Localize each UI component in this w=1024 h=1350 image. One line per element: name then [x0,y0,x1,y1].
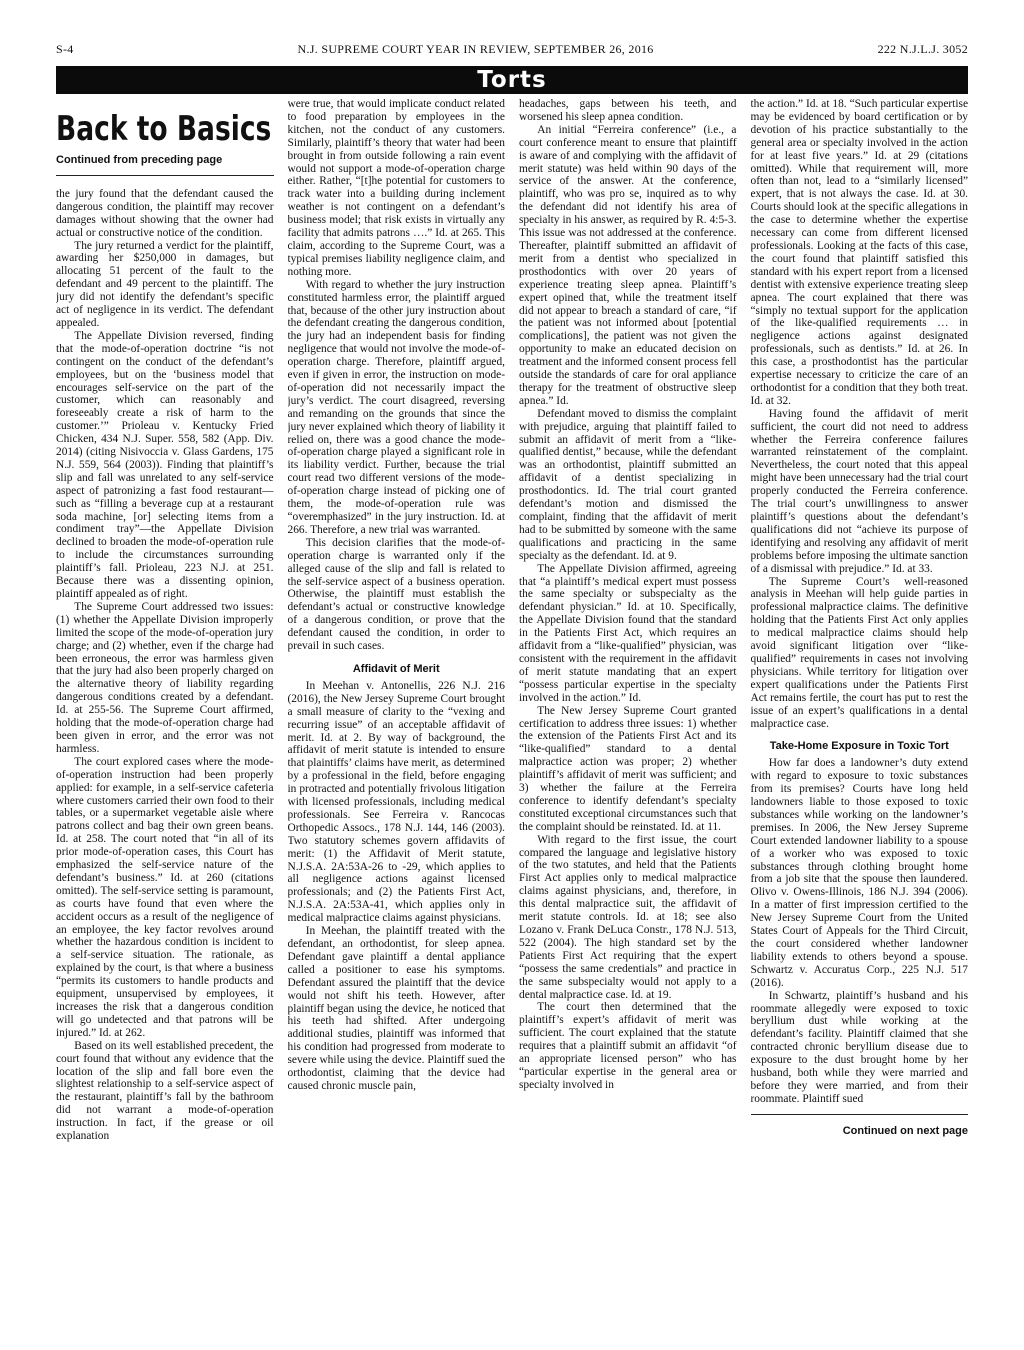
paragraph: In Meehan, the plaintiff treated with the defendant, an orthodontist, for sleep apnea. Defendant gave plaintiff a dental appliance called a positioner to ease his symptoms. Defendant assured the plaintiff that the device would not shift his teeth. However, after plaintiff began using the device, he noticed that his teeth had shifted. After undergoing additional studies, plaintiff was informed that his condition had progressed from moderate to severe while using the device. Plaintiff sued the orthodontist, claiming that the device had caused chronic muscle pain, [287,925,505,1092]
page-header [56,40,968,58]
page-number: S-4 [56,41,74,56]
paragraph: The Appellate Division reversed, finding that the mode-of-operation doctrine “is not contingent on the conduct of the defendant’s employees, but on the ‘business model that encourages self-service on the part of the customer, which can reasonably and foreseeably create a risk of harm to the customer.’” Prioleau v. Kentucky Fried Chicken, 434 N.J. Super. 558, 582 (App. Div. 2014) (citing Nisivoccia v. Glass Gardens, 175 N.J. 559, 564 (2003)). Finding that plaintiff’s slip and fall was unrelated to any self-service aspect of patronizing a fast food restaurant—such as “filling a beverage cup at a restaurant soda machine, [or] selecting items from a condiment tray”—the Appellate Division declined to broaden the mode-of-operation rule to include the circumstances surrounding plaintiff’s fall. Prioleau, 223 N.J. at 251. Because there was a dissenting opinion, plaintiff appealed as of right. [56,329,274,600]
column-4 [751,98,969,1328]
paragraph: An initial “Ferreira conference” (i.e., a court conference meant to ensure that plaintiff is aware of and complying with the affidavit of merit statute) was held within 90 days of the service of the answer. At the conference, plaintiff, who was pro se, inquired as to why the defendant did not identify his area of specialty in his answer, as required by R. 4:5-3. This issue was not addressed at the conference. Thereafter, plaintiff submitted an affidavit of merit from a dentist who specialized in prosthodontics with over 20 years of experience treating sleep apnea. Plaintiff’s expert opined that, while the treatment itself did not appear to breach a standard of care, “if the patient was not informed about [potential complications], the patient was not given the opportunity to make an educated decision on treatment and the informed consent process fell outside the standards of care for oral appliance therapy for the treatment of obstructive sleep apnea.” Id. [519,123,737,407]
paragraph: Based on its well established precedent, the court found that without any evidence that the location of the slip and fall bore even the slightest relationship to a self-service aspect of the restaurant, plaintiff’s fall by the bathroom did not warrant a mode-of-operation instruction. In fact, if the grease or oil explanation [56,1039,274,1143]
section-banner [56,66,968,94]
paragraph: In Schwartz, plaintiff’s husband and his roommate allegedly were exposed to toxic beryllium dust while working at the defendant’s facility. Plaintiff claimed that she contracted chronic beryllium disease due to exposure to the dust brought home by her husband, both while they were married and before they were married, and from their roommate. Plaintiff sued [750,989,968,1105]
column-2-body [288,98,506,1093]
paragraph: The court explored cases where the mode-of-operation instruction had been properly applied: for example, in a self-service cafeteria where customers carried their own food to their tables, or a supermarket vegetable aisle where patrons collect and bag their own green beans. Id. at 258. The court noted that “in all of its prior mode-of-operation cases, this Court has emphasized the self-service nature of the defendant’s business.” Id. at 260 (citations omitted). The self-service setting is paramount, as courts have found that even where the accident occurs as a result of the negligence of an employee, the key factor revolves around whether the hazardous condition is incident to a self-service situation. The rationale, as explained by the court, is that where a business “permits its customers to handle products and equipment, unsupervised by employees, it increases the risk that a dangerous condition will go undetected and that patrons will be injured.” Id. at 262. [56,755,274,1039]
paragraph: The New Jersey Supreme Court granted certification to address three issues: 1) whether the extension of the Patients First Act and its “like-qualified” standard to a dental malpractice action was proper; 2) whether plaintiff’s affidavit of merit was sufficient; and 3) whether the failure at the Ferreira conference to identify defendant’s specialty constituted exceptional circumstances such that the complaint should be reinstated. Id. at 11. [519,704,737,833]
paragraph: headaches, gaps between his teeth, and worsened his sleep apnea condition. [519,98,737,123]
section-title: Torts [477,67,547,93]
paragraph: The Appellate Division affirmed, agreeing that “a plaintiff’s medical expert must possess the same specialty or subspecialty as the defendant physician.” Id. at 10. Specifically, the Appellate Division found that the standard in the Patients First Act, which requires an affidavit from a “like-qualified” physician, was consistent with the requirement in the affidavit of merit statute mandating that an expert “possess particular expertise in the specialty involved in the action.” Id. [519,562,737,704]
column-1 [56,98,274,1328]
subhead: Affidavit of Merit [352,662,440,675]
paragraph: the jury found that the defendant caused the dangerous condition, the plaintiff may recover damages without showing that the owner had actual or constructive notice of the condition. [56,187,274,239]
article-columns [56,98,968,1328]
column-3-body [519,98,737,1092]
column-4-body [751,98,969,1106]
paragraph: were true, that would implicate conduct related to food preparation by employees in the kitchen, not the conduct of any customers. Similarly, plaintiff’s theory that water had been brought in from outside following a rain event would not support a mode-of-operation charge either. Rather, “[t]he potential for customers to track water into a building during inclement weather is not contingent on a defendant’s business model; that risk exists in virtually any facility that admits patrons ….” Id. at 265. This claim, according to the Supreme Court, was a typical premises liability negligence claim, and nothing more. [287,98,505,278]
paragraph: This decision clarifies that the mode-of-operation charge is warranted only if the alleged cause of the slip and fall is related to the self-service aspect of a business operation. Otherwise, the plaintiff must establish the defendant’s actual or constructive knowledge of a dangerous condition, or prove that the defendant caused the condition, in order to prevail in such cases. [287,536,505,653]
continued-next-note: Continued on next page [751,1114,969,1138]
column-2 [288,98,506,1328]
article-headline: Back to Basics [56,109,272,149]
column-1-body [56,188,274,1143]
journal-citation: 222 N.J.L.J. 3052 [877,41,968,56]
paragraph: The jury returned a verdict for the plaintiff, awarding her $250,000 in damages, but allocating 51 percent of the fault to the defendant and 49 percent to the plaintiff. The jury did not identify the defendant’s specific act of negligence in its verdict. The defendant appealed. [56,239,274,329]
paragraph: With regard to the first issue, the court compared the language and legislative history of the two statutes, and held that the Patients First Act applies only to medical malpractice claims against physicians, and, therefore, in this dental malpractice suit, the affidavit of merit statute controls. Id. at 18; see also Lozano v. Frank DeLuca Constr., 178 N.J. 513, 522 (2004). The high standard set by the Patients First Act requiring that the expert “possess the same credentials” and practice in the same subspecialty would not apply to a dental malpractice case. Id. at 19. [519,833,737,1001]
paragraph: The court then determined that the plaintiff’s expert’s affidavit of merit was sufficient. The court explained that the statute requires that a plaintiff submit an affidavit “of an appropriate licensed person” who has “particular expertise in the general area or specialty involved in [519,1001,737,1091]
subhead: Take-Home Exposure in Toxic Tort [769,740,949,753]
paragraph: How far does a landowner’s duty extend with regard to exposure to toxic substances from its premises? Courts have long held landowners liable to those exposed to toxic substances while working on the landowner’s premises. In 2006, the New Jersey Supreme Court extended landowner liability to a spouse of a worker who was exposed to toxic substances through clothing brought home from a job site that the spouse then laundered. Olivo v. Owens-Illinois, 186 N.J. 394 (2006). In a matter of first impression certified to the New Jersey Supreme Court from the United States Court of Appeals for the Third Circuit, the court considered whether landowner liability extends to others beyond a spouse. Schwartz v. Accuratus Corp., 225 N.J. 517 (2016). [750,757,968,989]
paragraph: Having found the affidavit of merit sufficient, the court did not need to address whether the Ferreira conference failures warranted reinstatement of the complaint. Nevertheless, the court noted that this appeal might have been unnecessary had the trial court properly conducted the Ferreira conference. The trial court’s unwillingness to answer plaintiff’s questions about the defendant’s qualifications did not “achieve its purpose of identifying and resolving any affidavit of merit problems before imposing the ultimate sanction of a dismissal with prejudice.” Id. at 33. [750,407,968,575]
paragraph: The Supreme Court addressed two issues: (1) whether the Appellate Division improperly limited the scope of the mode-of-operation jury charge; and (2) whether, even if the charge had been erroneous, the error was harmless given that the jury had also been properly charged on the alternative theory of liability regarding dangerous conditions created by a defendant. Id. at 255-56. The Supreme Court affirmed, holding that the mode-of-operation charge had been given in error, and the error was not harmless. [56,600,274,755]
continued-from-note: Continued from preceding page [56,154,274,176]
paragraph: With regard to whether the jury instruction constituted harmless error, the plaintiff argued that, because of the other jury instruction about the defendant creating the dangerous condition, the jury had an independent basis for finding negligence that would not involve the mode-of-operation charge. Therefore, plaintiff argued, even if given in error, the instruction on mode-of-operation did not necessarily impact the jury’s verdict. The court disagreed, reversing and remanding on the grounds that since the jury never explained which theory of liability it relied on, there was a good chance the mode-of-operation charge played a significant role in its liability verdict. Further, because the trial court read two different versions of the mode-of-operation charge instead of picking one of them, the mode-of-operation rule was “overemphasized” in the jury instruction. Id. at 266. Therefore, a new trial was warranted. [287,278,505,536]
paragraph: Defendant moved to dismiss the complaint with prejudice, arguing that plaintiff failed to submit an affidavit of merit from a “like-qualified dentist,” because, while the defendant was an orthodontist, plaintiff submitted an affidavit of a dentist specializing in prosthodontics. Id. The trial court granted defendant’s motion and dismissed the complaint, finding that the affidavit of merit had to be submitted by someone with the same qualifications and practicing in the same specialty as the defendant. Id. at 9. [519,407,737,562]
publication-line: N.J. SUPREME COURT YEAR IN REVIEW, SEPTEMBER 26, 2016 [297,41,654,56]
paragraph: the action.” Id. at 18. “Such particular expertise may be evidenced by board certification or by devotion of his practice substantially to the general area or specialty involved in the action for at least five years.” Id. at 29 (citations omitted). While that requirement will, more often than not, lead to a “similarly licensed” expert, that is not always the case. Id. at 30. Courts should look at the specific allegations in the case to determine whether the expertise necessary can come from different licensed professionals. Looking at the facts of this case, the court found that plaintiff satisfied this standard with his expert report from a licensed dentist with extensive experience treating sleep apnea. The court explained that there was “simply no textual support for the application of the like-qualified requirements … in negligence actions against designated professionals, such as dentists.” Id. at 26. In this case, a prosthodontist has the particular expertise necessary to criticize the care of an orthodontist for a condition that they both treat. Id. at 32. [750,98,968,407]
paragraph: In Meehan v. Antonellis, 226 N.J. 216 (2016), the New Jersey Supreme Court brought a small measure of clarity to the “vexing and recurring issue” of an acceptable affidavit of merit. Id. at 2. By way of background, the affidavit of merit statute is intended to ensure that plaintiffs’ claims have merit, as determined by a professional in the field, before engaging in protracted and potentially frivolous litigation with licensed professionals, including medical professionals. See Ferreira v. Rancocas Orthopedic Assocs., 178 N.J. 144, 146 (2003). Two statutory schemes govern affidavits of merit: (1) the Affidavit of Merit statute, N.J.S.A. 2A:53A-26 to -29, which applies to all negligence actions against licensed professionals; and (2) the Patients First Act, N.J.S.A. 2A:53A-41, which applies only in medical malpractice claims against physicians. [287,679,505,925]
paragraph: The Supreme Court’s well-reasoned analysis in Meehan will help guide parties in professional malpractice claims. The definitive holding that the Patients First Act only applies to medical malpractice claims should help avoid significant litigation over “like-qualified” requirements in cases not involving physicians. While territory for litigation over expert qualifications under the Patients First Act remains fertile, the court has put to rest the issue of an expert’s qualifications in a dental malpractice case. [750,575,968,730]
column-3 [519,98,737,1328]
